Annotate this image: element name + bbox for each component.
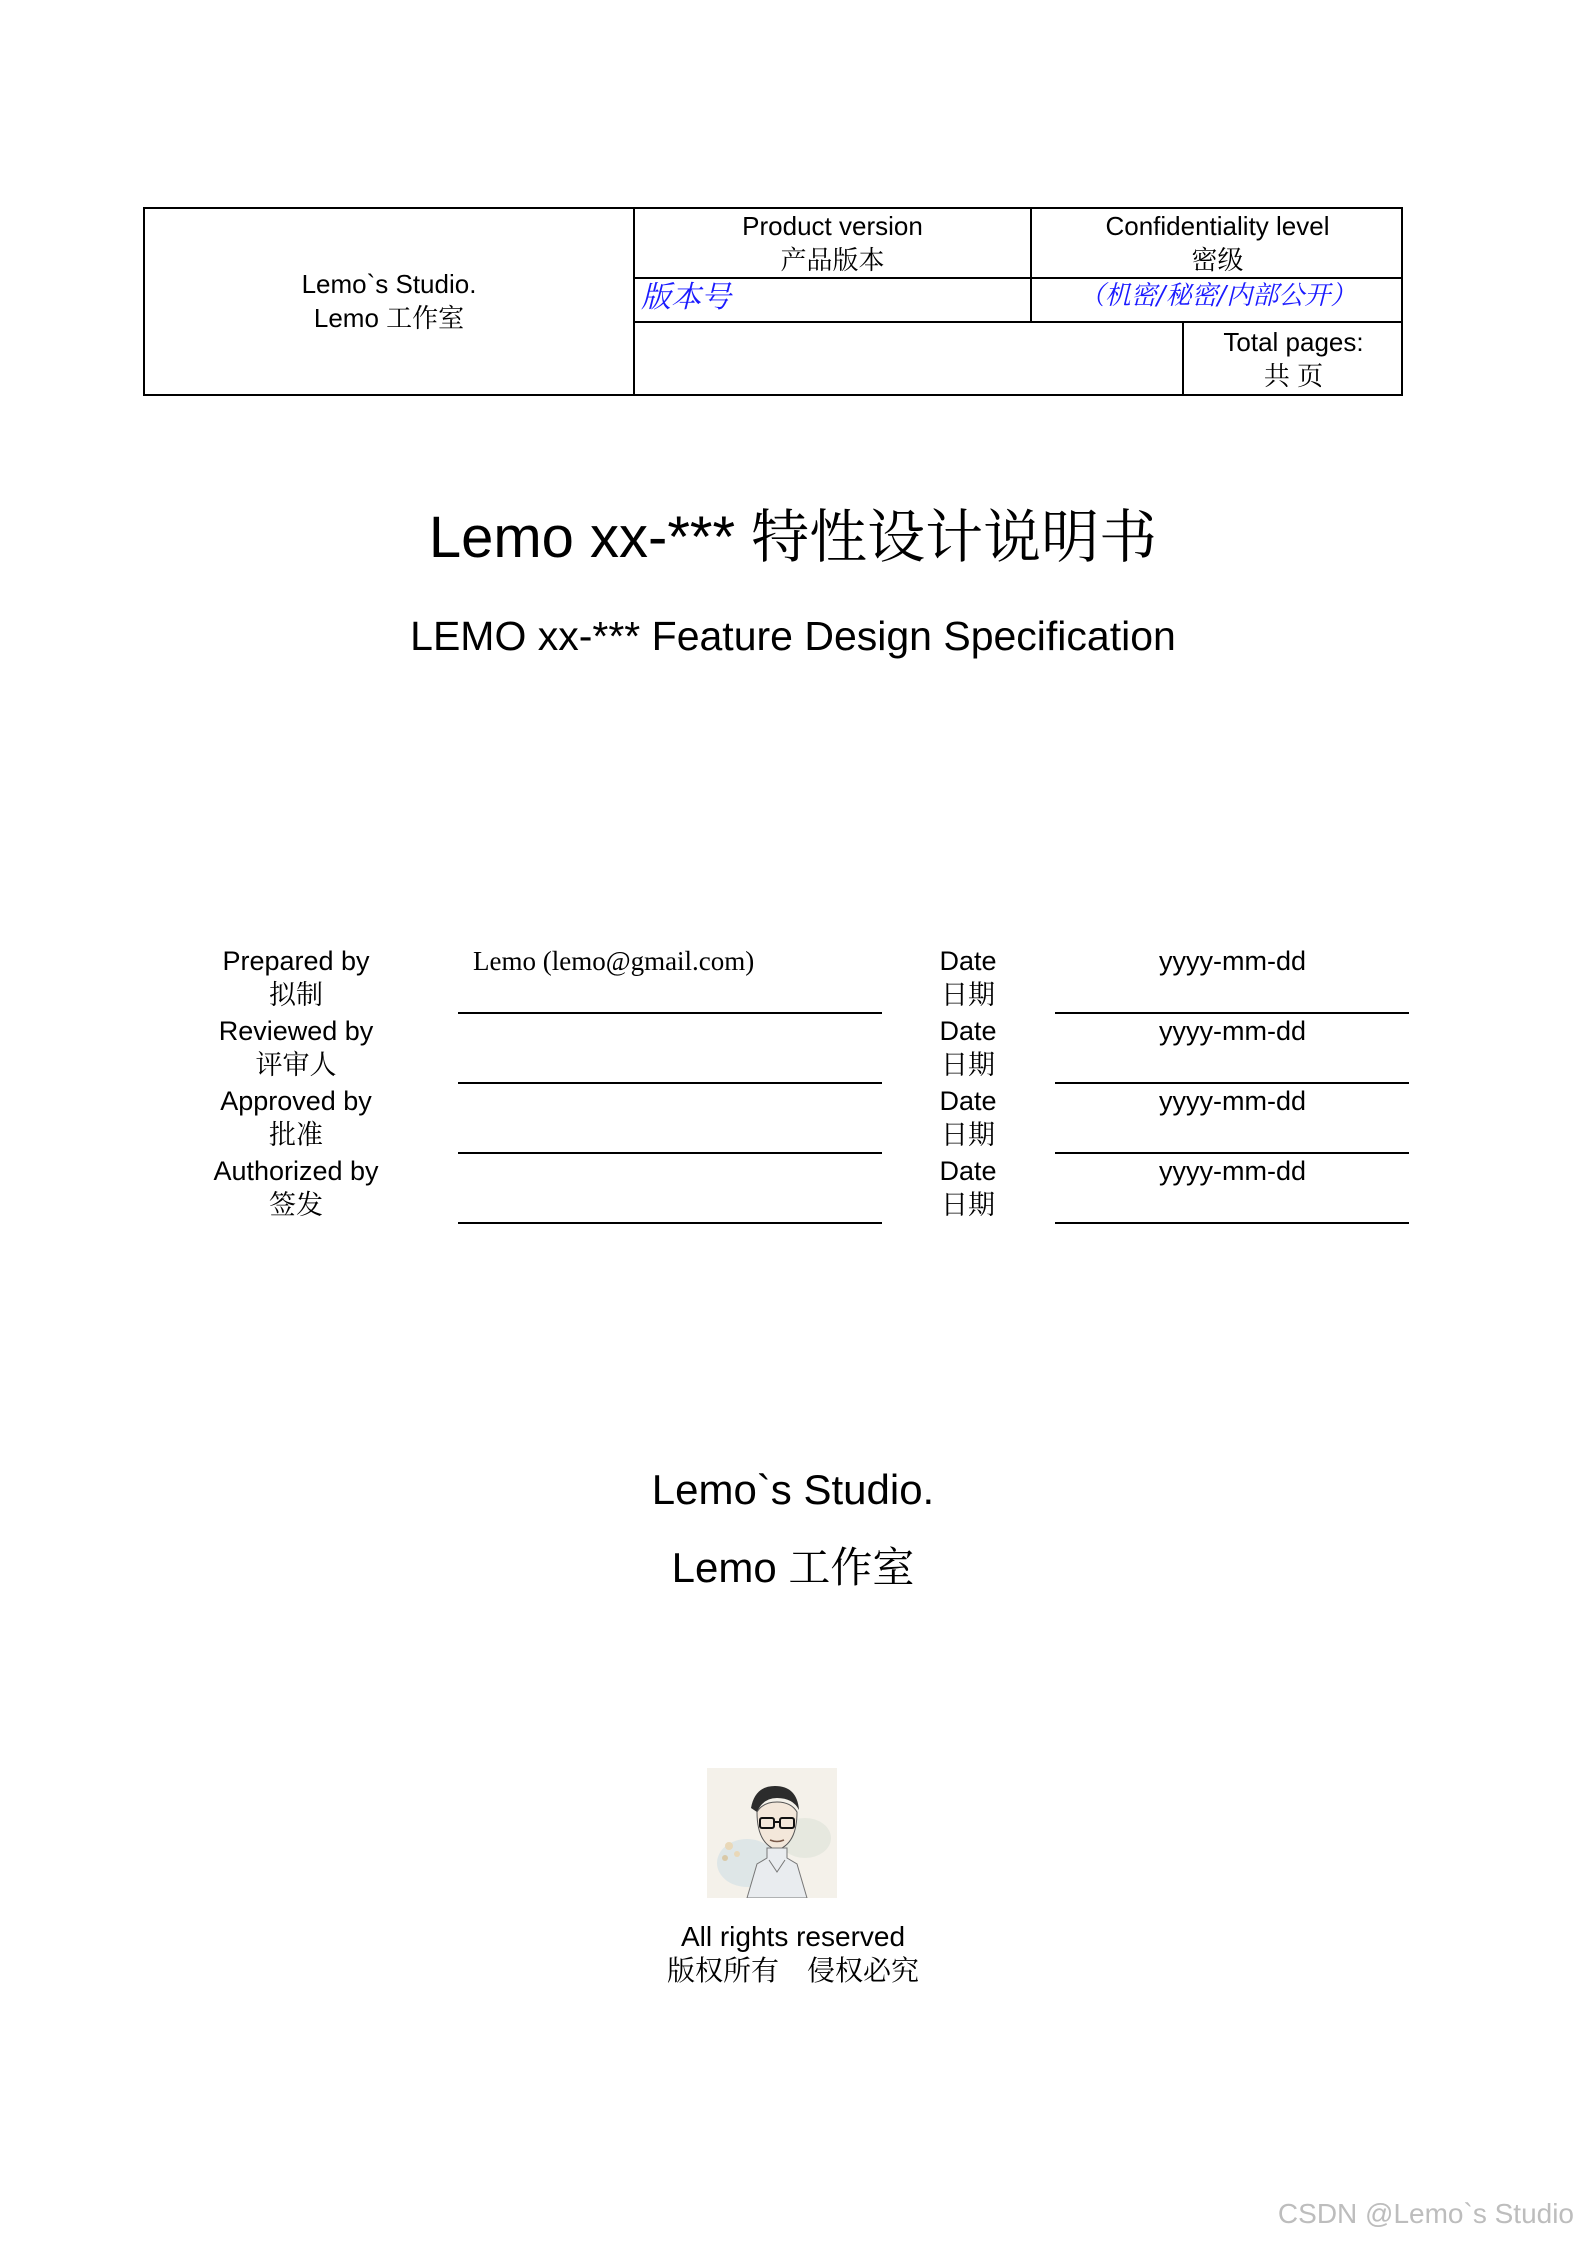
header-studio-block xyxy=(145,267,633,335)
date-label-cn: 日期 xyxy=(941,1050,995,1080)
date-label-en: Date xyxy=(939,946,997,976)
date-label-en: Date xyxy=(939,1086,997,1116)
date-label-cn: 日期 xyxy=(941,1190,995,1220)
date-value: yyyy-mm-dd xyxy=(1159,946,1306,976)
prepared-by-label xyxy=(186,944,406,1012)
label-cn: 拟制 xyxy=(269,980,323,1010)
divider xyxy=(633,321,1401,323)
date-value: yyyy-mm-dd xyxy=(1159,1016,1306,1046)
rights-block xyxy=(0,1920,1586,1988)
rights-en: All rights reserved xyxy=(680,1921,906,1952)
avatar xyxy=(707,1768,837,1898)
label-cn: 评审人 xyxy=(255,1050,337,1080)
confidentiality-header xyxy=(1032,209,1403,277)
document-title-en: LEMO xx-*** Feature Design Specification xyxy=(410,613,1176,659)
date-value: yyyy-mm-dd xyxy=(1159,1086,1306,1116)
signature-line xyxy=(458,1152,882,1154)
total-pages-cell xyxy=(1184,325,1403,393)
footer-studio-cn: Lemo 工作室 xyxy=(671,1544,915,1591)
authorized-by-label xyxy=(186,1154,406,1222)
date-label xyxy=(908,1084,1028,1152)
signature-line xyxy=(458,1222,882,1224)
label-en: Authorized by xyxy=(213,1156,379,1186)
avatar-portrait-icon xyxy=(707,1768,837,1898)
header-table xyxy=(143,207,1403,396)
date-line xyxy=(1055,1222,1409,1224)
date-label xyxy=(908,944,1028,1012)
rights-cn: 版权所有 侵权必究 xyxy=(666,1955,919,1986)
product-version-cn: 产品版本 xyxy=(780,245,885,275)
date-label-cn: 日期 xyxy=(941,1120,995,1150)
signature-line xyxy=(458,1012,882,1014)
date-label xyxy=(908,1154,1028,1222)
approved-by-label xyxy=(186,1084,406,1152)
label-cn: 签发 xyxy=(269,1190,323,1220)
total-pages-en: Total pages: xyxy=(1223,327,1364,357)
total-pages-cn: 共 页 xyxy=(1263,361,1324,391)
csdn-watermark: CSDN @Lemo`s Studio xyxy=(1277,2198,1574,2229)
confidentiality-en: Confidentiality level xyxy=(1105,211,1330,241)
date-label xyxy=(908,1014,1028,1082)
product-version-en: Product version xyxy=(742,211,923,241)
header-studio-cn: Lemo 工作室 xyxy=(313,303,465,333)
reviewed-by-label xyxy=(186,1014,406,1082)
date-label-en: Date xyxy=(939,1016,997,1046)
label-cn: 批准 xyxy=(269,1120,323,1150)
version-number-value: 版本号 xyxy=(641,280,731,315)
header-studio-en: Lemo`s Studio. xyxy=(301,269,477,299)
date-value: yyyy-mm-dd xyxy=(1159,1156,1306,1186)
date-label-en: Date xyxy=(939,1156,997,1186)
confidentiality-cn: 密级 xyxy=(1191,245,1244,275)
date-label-cn: 日期 xyxy=(941,980,995,1010)
label-en: Reviewed by xyxy=(218,1016,374,1046)
document-title-cn: Lemo xx-*** 特性设计说明书 xyxy=(428,505,1158,570)
footer-studio-en: Lemo`s Studio. xyxy=(651,1466,935,1513)
label-en: Approved by xyxy=(220,1086,372,1116)
prepared-by-value: Lemo (lemo@gmail.com) xyxy=(473,946,755,976)
product-version-header xyxy=(635,209,1030,277)
label-en: Prepared by xyxy=(222,946,370,976)
signature-line xyxy=(458,1082,882,1084)
confidentiality-value: （机密/秘密/内部公开） xyxy=(1078,281,1357,311)
